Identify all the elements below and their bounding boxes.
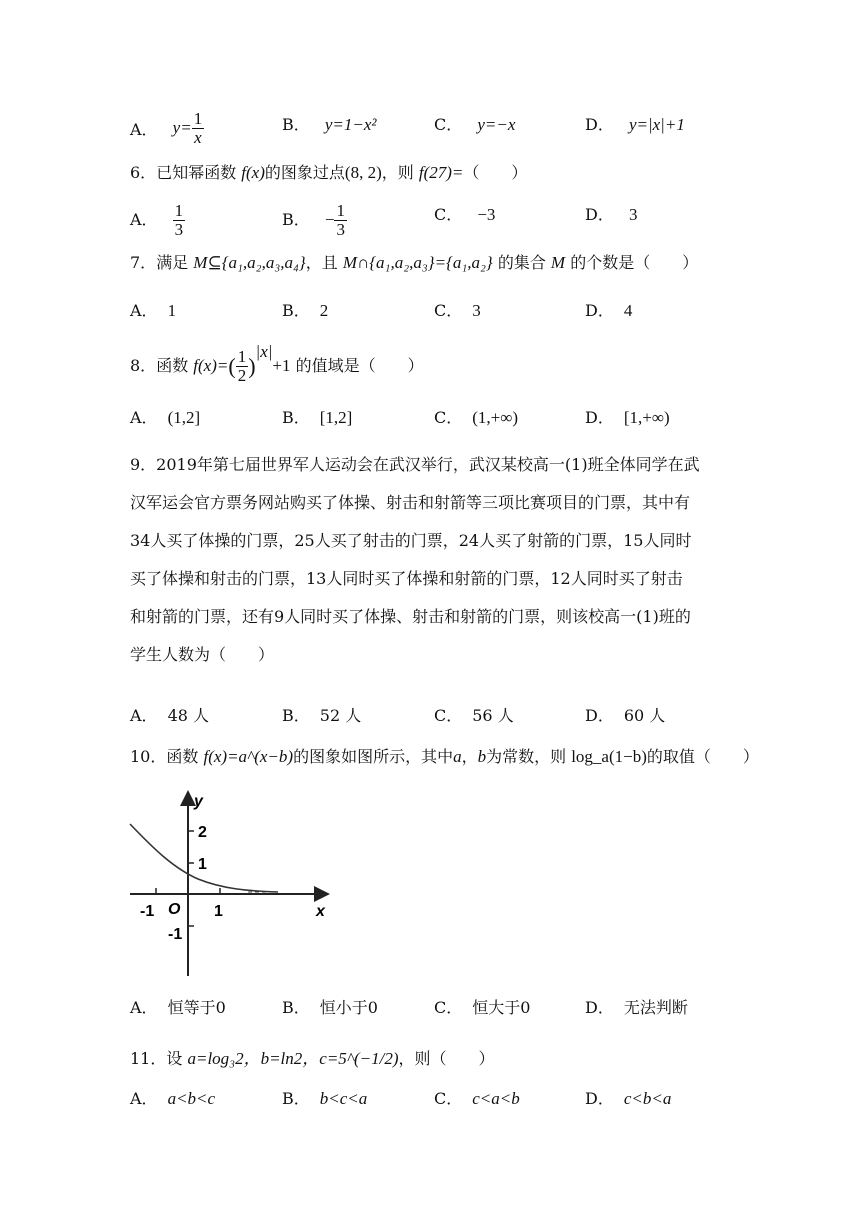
q10-graph	[128, 786, 338, 978]
q9-option-d[interactable]: D． 60 人	[585, 706, 666, 725]
q6-option-a[interactable]: A． $\frac{1}{3}$	[130, 201, 184, 239]
q8-option-d[interactable]: D． [1,+∞)	[585, 408, 670, 427]
q5-option-d-math: y=|x|+1	[628, 115, 685, 134]
q9-options	[130, 703, 740, 733]
q5-option-d[interactable]: D． y=|x|+1	[585, 115, 685, 134]
origin-label: O	[168, 901, 181, 918]
tick-x-1: 1	[214, 903, 223, 920]
q8-options	[130, 405, 740, 435]
q8-option-b[interactable]: B． [1,2]	[282, 408, 353, 427]
q6-options	[130, 201, 740, 239]
q9-option-a[interactable]: A． 48 人	[130, 706, 210, 725]
q9-stem: 9．2019年第七届世界军人运动会在武汉举行，武汉某校高一(1)班全体同学在武 汉军运会官方票务网站购买了体操、射击和射箭等三项比赛项目的门票，其中有 34人买了体操的门票，25人买了射击的门票，24人买了射箭的门票，15人同时 买了体操和射击的门票，13人同时买了体操和射箭的门票，12人同时买了射击 和射箭的门票，还有9人同时买了体操、射击和射箭的门票，则该校高一(1)班的 学生人数为（ ）	[130, 455, 700, 664]
x-axis-label: x	[316, 903, 325, 920]
y-axis-label: y	[194, 793, 203, 810]
q11-option-a[interactable]: A． a<b<c	[130, 1089, 216, 1108]
q6-stem: 6．已知幂函数 f(x)的图象过点(8, 2)，则 f(27)=（ ）	[130, 163, 528, 182]
q7-options	[130, 298, 740, 328]
q9-option-c[interactable]: C． 56 人	[434, 706, 514, 725]
q10-option-b[interactable]: B． 恒小于0	[282, 998, 378, 1017]
q9-option-b[interactable]: B． 52 人	[282, 706, 362, 725]
q5-options	[130, 109, 740, 147]
tick-y-2: 2	[198, 824, 207, 841]
q10-options	[130, 995, 740, 1025]
tick-x-neg1: -1	[140, 903, 155, 920]
q7-option-d[interactable]: D． 4	[585, 301, 633, 320]
q11-stem: 11．设 a=log₃2，b=ln2，c=5^(−1/2)，则（ ）	[130, 1049, 495, 1068]
q11-option-c[interactable]: C． c<a<b	[434, 1089, 520, 1108]
q6-option-c[interactable]: C． −3	[434, 205, 496, 224]
q10-option-d[interactable]: D． 无法判断	[585, 998, 688, 1017]
q5-option-b-math: y=1−x²	[324, 115, 377, 134]
q7-option-a[interactable]: A． 1	[130, 301, 177, 320]
q11-options	[130, 1086, 740, 1116]
q7-option-c[interactable]: C． 3	[434, 301, 481, 320]
q8-option-a[interactable]: A． (1,2]	[130, 408, 201, 427]
q5-option-c[interactable]: C． y=−x	[434, 115, 516, 134]
q6-option-b[interactable]: B． − $\frac{1}{3}$	[282, 201, 345, 239]
q8-stem: 8．函数 f(x)=( $\frac{1}{2}$ )$^{|x|}$+1 的值域是（ ）	[130, 341, 424, 385]
tick-y-1: 1	[198, 856, 207, 873]
q6-option-d[interactable]: D． 3	[585, 205, 638, 224]
q11-option-b[interactable]: B． b<c<a	[282, 1089, 368, 1108]
q7-option-b[interactable]: B． 2	[282, 301, 329, 320]
q5-option-b[interactable]: B． y=1−x²	[282, 115, 377, 134]
q5-option-a[interactable]: A． y= $\frac{1}{x}$	[130, 109, 203, 147]
q8-function: f(x)=	[193, 355, 229, 375]
q7-stem: 7．满足 M⊆{a₁,a₂,a₃,a₄}，且 M∩{a₁,a₂,a₃}={a₁,a₂} 的集合 M 的个数是（ ）	[130, 253, 699, 272]
q10-option-a[interactable]: A． 恒等于0	[130, 998, 226, 1017]
q10-option-c[interactable]: C． 恒大于0	[434, 998, 531, 1017]
q10-stem: 10．函数 f(x)=a^(x−b)的图象如图所示，其中a，b为常数，则 log_a(1−b)的取值（ ）	[130, 747, 759, 766]
q8-option-c[interactable]: C． (1,+∞)	[434, 408, 519, 427]
q5-option-c-math: y=−x	[477, 115, 516, 134]
q11-option-d[interactable]: D． c<b<a	[585, 1089, 672, 1108]
tick-y-neg1: -1	[168, 926, 183, 943]
